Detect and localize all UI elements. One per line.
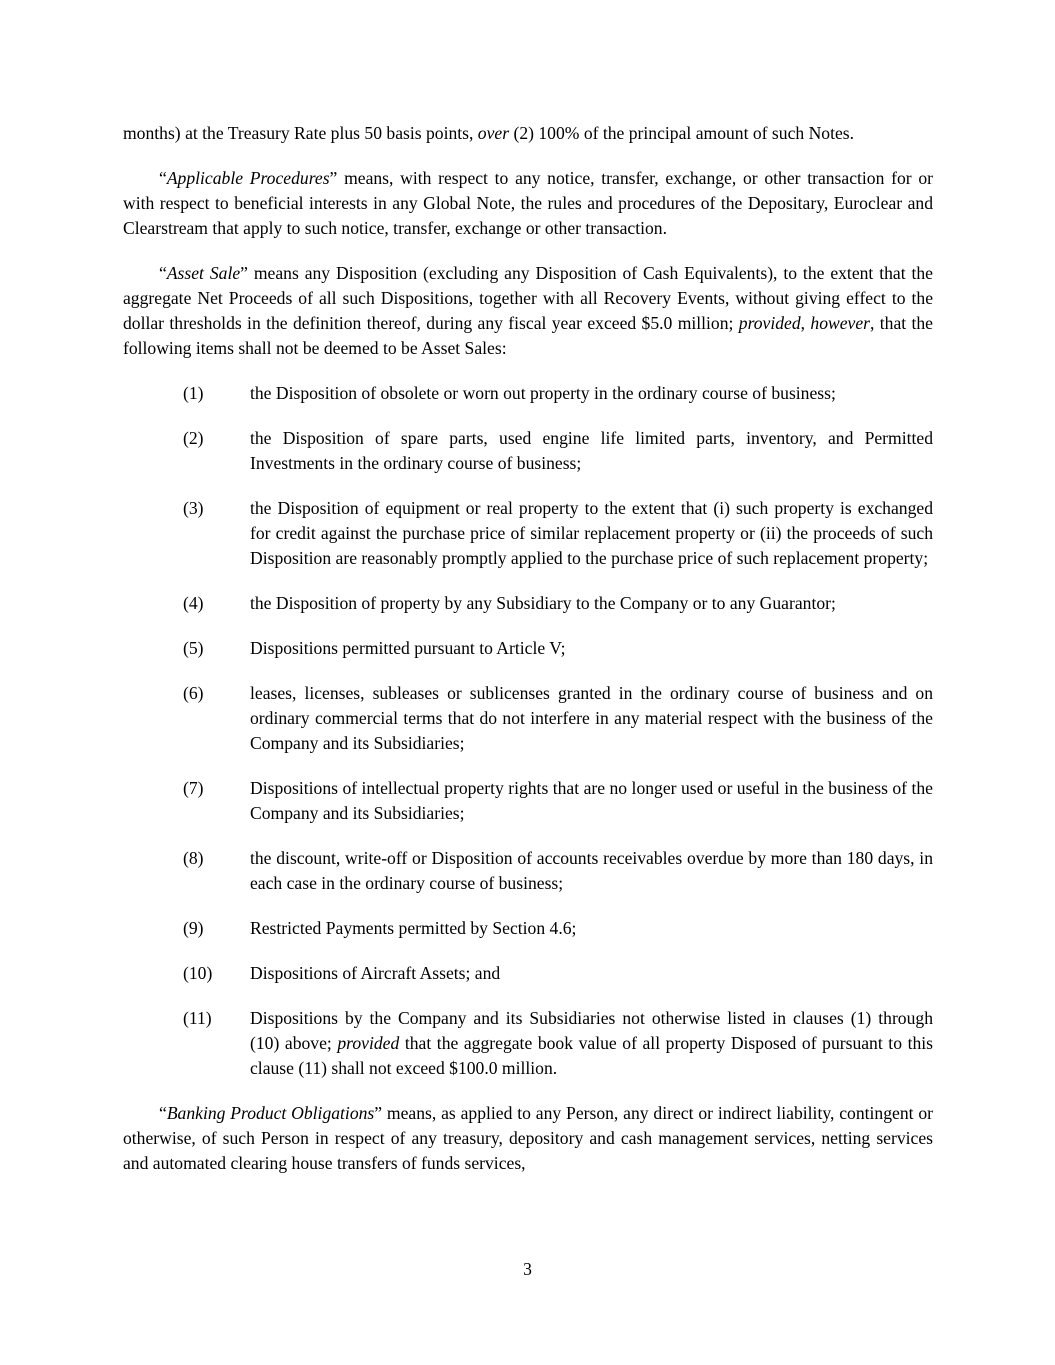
text-segment: “ <box>159 1103 167 1123</box>
text-segment: Dispositions permitted pursuant to Article V; <box>250 638 566 658</box>
list-item-number: (6) <box>183 683 204 703</box>
text-segment: (2) 100% of the principal amount of such Notes. <box>509 123 855 143</box>
list-item-text <box>250 683 933 753</box>
text-segment: the Disposition of spare parts, used engine life limited parts, inventory, and Permitted Investments in the ordinary course of business; <box>250 428 933 473</box>
defined-term: however <box>810 313 871 333</box>
list-item-text <box>250 918 576 938</box>
defined-term: provided <box>738 313 801 333</box>
list-item <box>123 1006 933 1081</box>
document-content <box>123 121 933 1196</box>
text-segment: the discount, write-off or Disposition of accounts receivables overdue by more than 180 days, in each case in the ordinary course of business; <box>250 848 933 893</box>
defined-term: over <box>477 123 510 143</box>
list-item-number: (7) <box>183 778 204 798</box>
text-segment: the Disposition of property by any Subsidiary to the Company or to any Guarantor; <box>250 593 836 613</box>
text-segment: the Disposition of obsolete or worn out property in the ordinary course of business; <box>250 383 836 403</box>
defined-term: Asset Sale <box>166 263 241 283</box>
list-item-text <box>250 593 836 613</box>
text-segment: “ <box>159 263 167 283</box>
list-item <box>123 846 933 896</box>
list-item <box>123 776 933 826</box>
text-segment: , that the following items shall not be deemed to be Asset Sales: <box>123 313 933 358</box>
paragraph <box>123 1101 933 1176</box>
list-item <box>123 916 933 941</box>
list-item-number: (3) <box>183 498 204 518</box>
list-item <box>123 381 933 406</box>
list-item-text <box>250 1008 933 1078</box>
list-item-text <box>250 383 836 403</box>
text-segment: Dispositions of Aircraft Assets; and <box>250 963 501 983</box>
list-item-text <box>250 778 933 823</box>
paragraph <box>123 166 933 241</box>
text-segment: leases, licenses, subleases or sublicenses granted in the ordinary course of business and on ordinary commercial terms that do not interfere in any material respect with the business of the Company and its Subsidiaries; <box>250 683 933 753</box>
text-segment: ” means, as applied to any Person, any direct or indirect liability, contingent or otherwise, of such Person in respect of any treasury, depository and cash management services, netting services and automated clearing house transfers of funds services, <box>123 1103 934 1173</box>
list-item <box>123 496 933 571</box>
list-item-text <box>250 428 933 473</box>
list-item-number: (10) <box>183 963 213 983</box>
text-segment: “ <box>159 168 167 188</box>
text-segment: that the aggregate book value of all property Disposed of pursuant to this clause (11) shall not exceed $100.0 million. <box>250 1033 933 1078</box>
list-item-number: (2) <box>183 428 204 448</box>
list-item-number: (8) <box>183 848 204 868</box>
list-item-number: (4) <box>183 593 204 613</box>
list-item <box>123 961 933 986</box>
list-item-number: (5) <box>183 638 204 658</box>
list-item-text <box>250 638 566 658</box>
list-item-text <box>250 848 933 893</box>
list-item <box>123 636 933 661</box>
page-number: 3 <box>523 1259 532 1279</box>
list-item-number: (9) <box>183 918 204 938</box>
text-segment: Dispositions of intellectual property rights that are no longer used or useful in the business of the Company and its Subsidiaries; <box>250 778 933 823</box>
text-segment: months) at the Treasury Rate plus 50 basis points, <box>123 123 478 143</box>
text-segment: the Disposition of equipment or real property to the extent that (i) such property is exchanged for credit against the purchase price of similar replacement property or (ii) the proceeds of such Disposition are reasonably promptly applied to the purchase price of such replacement property; <box>250 498 933 568</box>
defined-term: Banking Product Obligations <box>166 1103 375 1123</box>
text-segment: Dispositions by the Company and its Subsidiaries not otherwise listed in clauses (1) through (10) above; <box>250 1008 933 1053</box>
list-item-text <box>250 963 500 983</box>
defined-term: provided <box>337 1033 400 1053</box>
text-segment: ” means any Disposition (excluding any Disposition of Cash Equivalents), to the extent that the aggregate Net Proceeds of all such Dispositions, together with all Recovery Events, without giving effect to the dollar thresholds in the definition thereof, during any fiscal year exceed $5.0 million; <box>123 263 933 333</box>
paragraph <box>123 261 933 361</box>
text-segment: , <box>800 313 811 333</box>
list-item-number: (11) <box>183 1008 212 1028</box>
list-item <box>123 681 933 756</box>
text-segment: ” means, with respect to any notice, transfer, exchange, or other transaction for or with respect to beneficial interests in any Global Note, the rules and procedures of the Depositary, Euroclear and Clearstream that apply to such notice, transfer, exchange or other transaction. <box>123 168 933 238</box>
list-item <box>123 591 933 616</box>
list-item-number: (1) <box>183 383 204 403</box>
paragraph <box>123 121 933 146</box>
defined-term: Applicable Procedures <box>166 168 330 188</box>
list-item <box>123 426 933 476</box>
text-segment: Restricted Payments permitted by Section 4.6; <box>250 918 577 938</box>
list-item-text <box>250 498 933 568</box>
